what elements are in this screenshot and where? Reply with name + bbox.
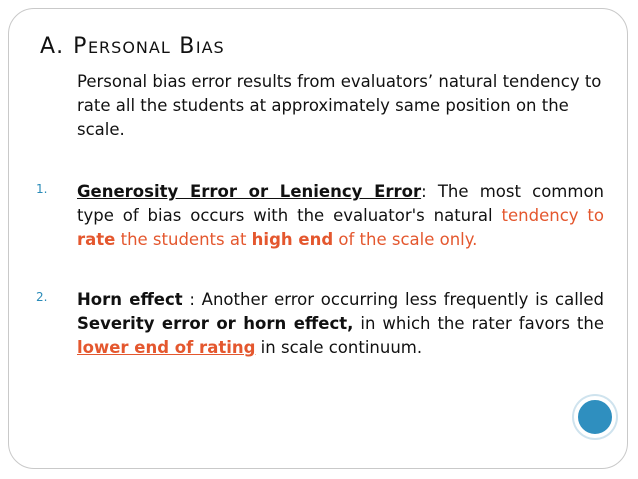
- term-generosity-error: Generosity Error or Leniency Error: [77, 182, 422, 201]
- term-severity-error: Severity error or horn effect,: [77, 314, 354, 333]
- title-b-rest: IAS: [195, 38, 225, 57]
- term-horn-effect: Horn effect: [77, 290, 183, 309]
- title-b-cap: B: [179, 34, 196, 59]
- decorative-circle: [574, 396, 616, 438]
- title-p-rest: ERSONAL: [87, 38, 171, 57]
- title-p-cap: P: [73, 34, 88, 59]
- highlight-high-end: high end: [251, 230, 334, 249]
- list-item-body: [77, 180, 604, 252]
- term-colon: :: [421, 182, 427, 201]
- list-item-body: [77, 288, 604, 360]
- highlight-text: of the scale only.: [333, 230, 478, 249]
- highlight-text: the students at: [115, 230, 252, 249]
- list-number: 1.: [36, 182, 48, 196]
- highlight-text: tendency to: [501, 206, 604, 225]
- highlight-lower-end: lower end of rating: [77, 338, 256, 357]
- item-text: in scale continuum.: [255, 338, 423, 357]
- list-number: 2.: [36, 290, 48, 304]
- item-text: in which the rater favors the: [353, 314, 604, 333]
- title-letter: A.: [40, 34, 65, 59]
- highlight-rate: rate: [77, 230, 116, 249]
- intro-paragraph: Personal bias error results from evaluators’ natural tendency to rate all the students at approximately same position on the scale.: [77, 72, 602, 139]
- item-text: : Another error occurring less frequently is called: [182, 290, 604, 309]
- slide-title: [40, 34, 225, 59]
- item-text: The most common type of bias occurs with the evaluator's natural: [77, 182, 604, 225]
